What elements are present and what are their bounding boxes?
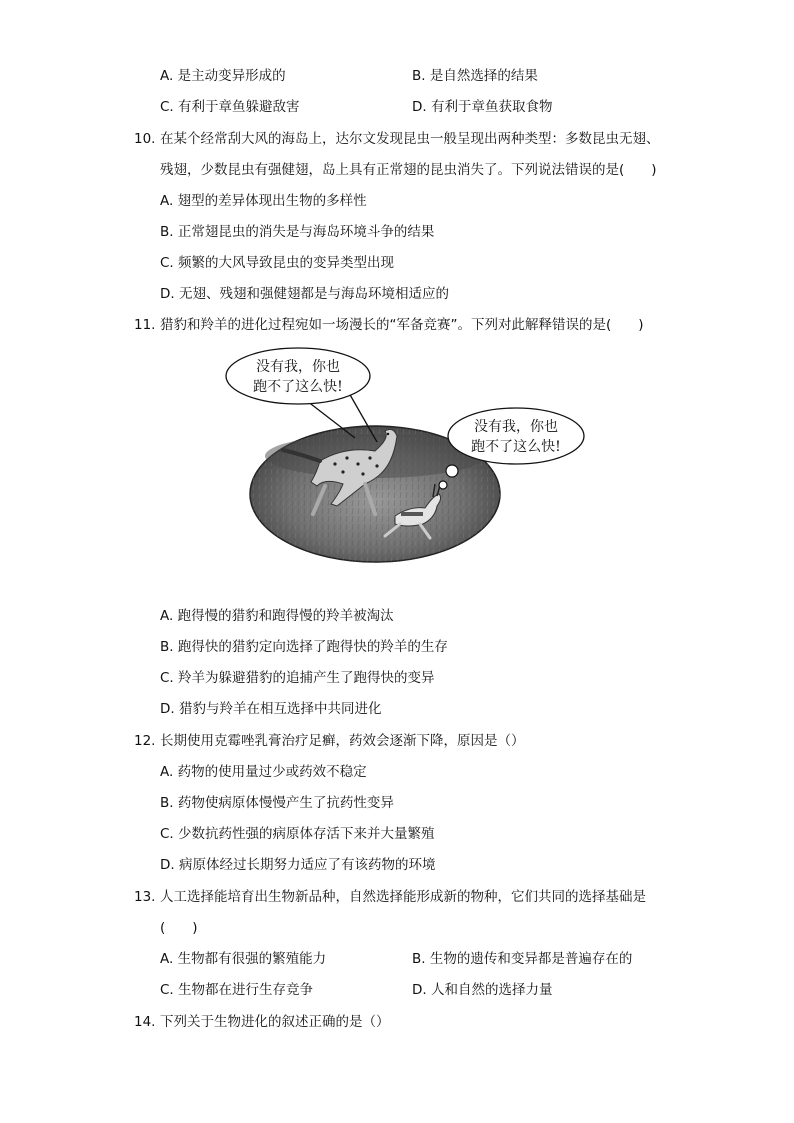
q10-number: 10. xyxy=(134,131,156,147)
q11-option-b: B. 跑得快的猎豹定向选择了跑得快的羚羊的生存 xyxy=(160,639,448,655)
q13-option-c: C. 生物都在进行生存竞争 xyxy=(160,982,314,998)
q9-option-c: C. 有利于章鱼躲避敌害 xyxy=(160,99,300,115)
left-bubble-line1: 没有我，你也 xyxy=(256,359,340,375)
q13-number: 13. xyxy=(134,889,156,905)
q13-option-a: A. 生物都有很强的繁殖能力 xyxy=(160,951,327,967)
q11-number: 11. xyxy=(134,317,156,333)
right-bubble-line1: 没有我，你也 xyxy=(474,419,558,435)
q12-option-d: D. 病原体经过长期努力适应了有该药物的环境 xyxy=(160,857,436,873)
q10-option-a: A. 翅型的差异体现出生物的多样性 xyxy=(160,193,367,209)
q9-option-d: D. 有利于章鱼获取食物 xyxy=(412,99,553,115)
q12-option-a: A. 药物的使用量过少或药效不稳定 xyxy=(160,764,367,780)
q13-option-b: B. 生物的遗传和变异都是普遍存在的 xyxy=(412,951,633,967)
q10-stem-line1: 在某个经常刮大风的海岛上，达尔文发现昆虫一般呈现出两种类型：多数昆虫无翅、 xyxy=(160,131,660,147)
q11-stem: 猎豹和羚羊的进化过程宛如一场漫长的“军备竞赛”。下列对此解释错误的是( ) xyxy=(160,317,644,333)
q10-option-b: B. 正常翅昆虫的消失是与海岛环境斗争的结果 xyxy=(160,224,435,240)
q13-option-d: D. 人和自然的选择力量 xyxy=(412,982,553,998)
q12-number: 12. xyxy=(134,733,156,749)
right-bubble-line2: 跑不了这么快! xyxy=(471,439,561,455)
q9-option-a: A. 是主动变异形成的 xyxy=(160,68,286,84)
q12-option-c: C. 少数抗药性强的病原体存活下来并大量繁殖 xyxy=(160,826,435,842)
q9-option-b: B. 是自然选择的结果 xyxy=(412,68,538,84)
q11-option-a: A. 跑得慢的猎豹和跑得慢的羚羊被淘汰 xyxy=(160,608,394,624)
q11-option-d: D. 猎豹与羚羊在相互选择中共同进化 xyxy=(160,701,382,717)
q14-stem: 下列关于生物进化的叙述正确的是（） xyxy=(160,1014,390,1030)
q14-number: 14. xyxy=(134,1014,156,1030)
q13-stem-line2: ( ) xyxy=(160,920,198,936)
q10-option-d: D. 无翅、残翅和强健翅都是与海岛环境相适应的 xyxy=(160,286,449,302)
left-bubble-line2: 跑不了这么快! xyxy=(253,379,343,395)
cheetah-antelope-illustration xyxy=(225,346,585,564)
cheetah-antelope-figure xyxy=(225,346,585,564)
q12-stem: 长期使用克霉唑乳膏治疗足癣，药效会逐渐下降，原因是（） xyxy=(160,733,525,749)
q10-stem-line2: 残翅，少数昆虫有强健翅，岛上具有正常翅的昆虫消失了。下列说法错误的是( ) xyxy=(160,162,657,178)
q11-option-c: C. 羚羊为躲避猎豹的追捕产生了跑得快的变异 xyxy=(160,670,435,686)
q10-option-c: C. 频繁的大风导致昆虫的变异类型出现 xyxy=(160,255,395,271)
q12-option-b: B. 药物使病原体慢慢产生了抗药性变异 xyxy=(160,795,394,811)
q13-stem-line1: 人工选择能培育出生物新品种，自然选择能形成新的物种，它们共同的选择基础是 xyxy=(160,889,646,905)
